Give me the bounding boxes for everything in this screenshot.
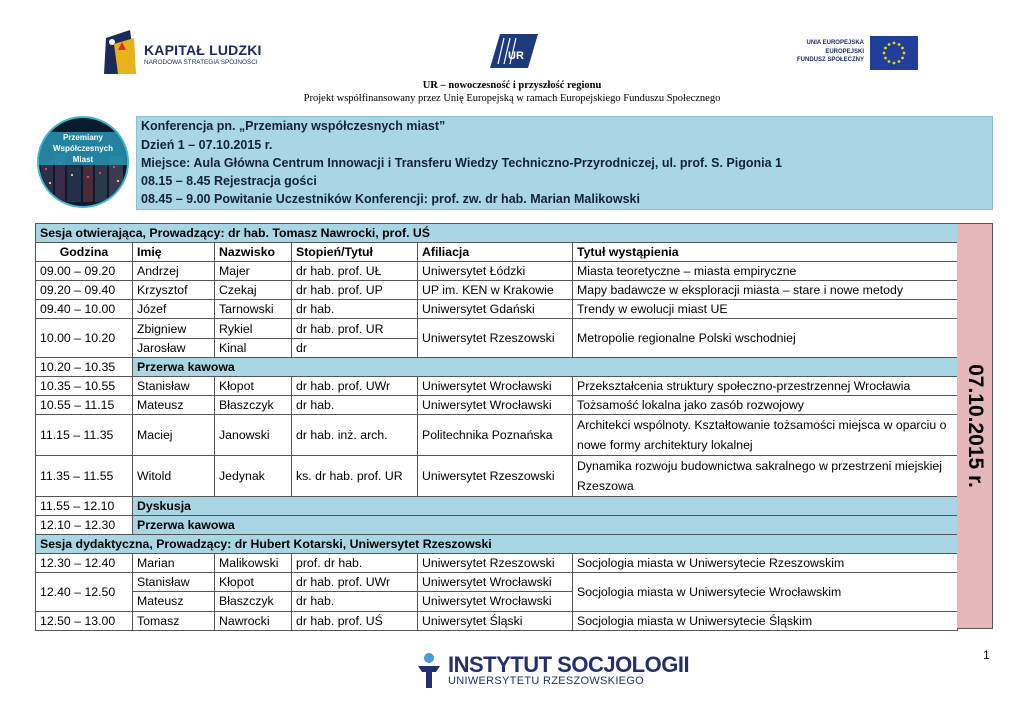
badge-line2: Współczesnych (39, 143, 127, 154)
cell-degree: dr hab. prof. UR (292, 319, 418, 338)
cell-affiliation: Uniwersytet Wrocławski (418, 573, 573, 592)
cell-last-name: Nawrocki (215, 611, 292, 630)
session-opening-title: Sesja otwierająca, Prowadzący: dr hab. Tomasz Nawrocki, prof. UŚ (36, 224, 958, 243)
institute-logo (414, 652, 690, 692)
cell-degree: dr hab. prof. UŚ (292, 611, 418, 630)
page-number: 1 (983, 648, 990, 662)
table-row (36, 611, 958, 630)
date-column (957, 223, 993, 629)
cell-time: 09.00 – 09.20 (36, 262, 133, 281)
cell-last-name: Jedynak (215, 455, 292, 496)
project-subtitle: Projekt współfinansowany przez Unię Europejską w ramach Europejskiego Funduszu Społecznego (303, 93, 721, 104)
break-label: Przerwa kawowa (133, 516, 958, 535)
eu-flag-icon (870, 36, 918, 70)
col-header-last-name: Nazwisko (215, 243, 292, 262)
cell-affiliation: Uniwersytet Rzeszowski (418, 554, 573, 573)
table-row (36, 300, 958, 319)
cell-last-name: Błaszczyk (215, 395, 292, 414)
cell-affiliation: UP im. KEN w Krakowie (418, 281, 573, 300)
col-header-talk-title: Tytuł wystąpienia (573, 243, 958, 262)
cell-first-name: Maciej (133, 414, 215, 455)
cell-affiliation: Uniwersytet Wrocławski (418, 376, 573, 395)
table-row (36, 395, 958, 414)
cell-time: 12.50 – 13.00 (36, 611, 133, 630)
table-row (36, 376, 958, 395)
cell-degree: dr hab. prof. UP (292, 281, 418, 300)
institute-subtitle: UNIWERSYTETU RZESZOWSKIEGO (448, 675, 645, 687)
cell-degree: dr hab. (292, 395, 418, 414)
cell-affiliation: Uniwersytet Łódzki (418, 262, 573, 281)
cell-last-name: Tarnowski (215, 300, 292, 319)
cell-first-name: Mateusz (133, 592, 215, 611)
cell-talk-title: Socjologia miasta w Uniwersytecie Śląskim (573, 611, 958, 630)
break-label: Przerwa kawowa (133, 357, 958, 376)
cell-last-name: Błaszczyk (215, 592, 292, 611)
break-row (36, 357, 958, 376)
cell-first-name: Jarosław (133, 338, 215, 357)
cell-affiliation: Uniwersytet Wrocławski (418, 395, 573, 414)
cell-first-name: Stanisław (133, 376, 215, 395)
kapital-ludzki-logo (100, 28, 260, 78)
cell-last-name: Majer (215, 262, 292, 281)
session-didactic-title: Sesja dydaktyczna, Prowadzący: dr Hubert Kotarski, Uniwersytet Rzeszowski (36, 535, 958, 554)
badge-line3: Miast (39, 154, 127, 165)
cell-talk-title: Trendy w ewolucji miast UE (573, 300, 958, 319)
conference-place: Miejsce: Aula Główna Centrum Innowacji i Transferu Wiedzy Techniczno-Przyrodniczej, ul. prof. S. Pigonia 1 (141, 156, 782, 170)
cell-degree: dr hab. prof. UWr (292, 376, 418, 395)
badge-line1: Przemiany (39, 132, 127, 143)
session-header-row (36, 535, 958, 554)
cell-affiliation: Uniwersytet Wrocławski (418, 592, 573, 611)
cell-affiliation: Uniwersytet Gdański (418, 300, 573, 319)
cell-affiliation: Uniwersytet Rzeszowski (418, 319, 573, 357)
cell-talk-title: Metropolie regionalne Polski wschodniej (573, 319, 958, 357)
cell-talk-title: Socjologia miasta w Uniwersytecie Wrocławskim (573, 573, 958, 611)
cell-time: 09.40 – 10.00 (36, 300, 133, 319)
cell-talk-title: Miasta teoretyczne – miasta empiryczne (573, 262, 958, 281)
cell-first-name: Mateusz (133, 395, 215, 414)
cell-last-name: Malikowski (215, 554, 292, 573)
eu-logo (790, 36, 918, 70)
cell-time: 10.20 – 10.35 (36, 357, 133, 376)
cell-time: 12.40 – 12.50 (36, 573, 133, 611)
institute-title: INSTYTUT SOCJOLOGII (448, 652, 690, 677)
cell-last-name: Kłopot (215, 573, 292, 592)
ur-logo (490, 34, 538, 68)
cell-last-name: Czekaj (215, 281, 292, 300)
cell-degree: ks. dr hab. prof. UR (292, 455, 418, 496)
cell-first-name: Józef (133, 300, 215, 319)
kapital-ludzki-title: KAPITAŁ LUDZKI (144, 42, 262, 58)
cell-time: 10.55 – 11.15 (36, 395, 133, 414)
cell-talk-title: Mapy badawcze w eksploracji miasta – stare i nowe metody (573, 281, 958, 300)
table-row (36, 455, 958, 496)
cell-talk-title: Tożsamość lokalna jako zasób rozwojowy (573, 395, 958, 414)
cell-last-name: Kinal (215, 338, 292, 357)
cell-time: 09.20 – 09.40 (36, 281, 133, 300)
cell-degree: prof. dr hab. (292, 554, 418, 573)
cell-last-name: Rykiel (215, 319, 292, 338)
cell-talk-title: Dynamika rozwoju budownictwa sakralnego w przestrzeni miejskiej Rzeszowa (573, 455, 958, 496)
column-header-row (36, 243, 958, 262)
cell-first-name: Tomasz (133, 611, 215, 630)
cell-talk-title: Przekształcenia struktury społeczno-przestrzennej Wrocławia (573, 376, 958, 395)
kapital-ludzki-subtitle: NARODOWA STRATEGIA SPÓJNOŚCI (144, 59, 258, 66)
session-header-row (36, 224, 958, 243)
cell-degree: dr hab. prof. UŁ (292, 262, 418, 281)
table-row (36, 414, 958, 455)
cell-last-name: Kłopot (215, 376, 292, 395)
eu-line2: EUROPEJSKI (825, 49, 864, 55)
date-label: 07.10.2015 r. (963, 364, 987, 488)
conference-badge (37, 116, 129, 208)
cell-last-name: Janowski (215, 414, 292, 455)
col-header-time: Godzina (36, 243, 133, 262)
eu-line1: UNIA EUROPEJSKA (806, 40, 864, 46)
col-header-first-name: Imię (133, 243, 215, 262)
cell-degree: dr (292, 338, 418, 357)
eu-line3: FUNDUSZ SPOŁECZNY (796, 57, 864, 63)
cell-time: 11.15 – 11.35 (36, 414, 133, 455)
conference-info-box (136, 116, 993, 210)
cell-affiliation: Politechnika Poznańska (418, 414, 573, 455)
cell-first-name: Stanisław (133, 573, 215, 592)
cell-first-name: Witold (133, 455, 215, 496)
cell-first-name: Zbigniew (133, 319, 215, 338)
kapital-ludzki-emblem-icon (100, 28, 140, 78)
person-figure-icon (414, 652, 444, 690)
ur-logo-label: UR (508, 50, 524, 62)
table-row (36, 573, 958, 592)
cell-first-name: Marian (133, 554, 215, 573)
col-header-affiliation: Afiliacja (418, 243, 573, 262)
conference-name: Konferencja pn. „Przemiany współczesnych miast” (141, 119, 446, 133)
cell-time: 10.00 – 10.20 (36, 319, 133, 357)
cell-time: 10.35 – 10.55 (36, 376, 133, 395)
cell-talk-title: Architekci wspólnoty. Kształtowanie tożsamości miejsca w oparciu o nowe formy architektury lokalnej (573, 414, 958, 455)
table-row (36, 262, 958, 281)
discussion-row (36, 496, 958, 515)
cell-first-name: Krzysztof (133, 281, 215, 300)
cell-time: 11.55 – 12.10 (36, 496, 133, 515)
discussion-label: Dyskusja (133, 496, 958, 515)
cell-degree: dr hab. (292, 592, 418, 611)
cell-time: 12.10 – 12.30 (36, 516, 133, 535)
cell-affiliation: Uniwersytet Rzeszowski (418, 455, 573, 496)
cell-affiliation: Uniwersytet Śląski (418, 611, 573, 630)
col-header-degree: Stopień/Tytuł (292, 243, 418, 262)
cell-degree: dr hab. prof. UWr (292, 573, 418, 592)
conference-day: Dzień 1 – 07.10.2015 r. (141, 138, 273, 152)
project-title: UR – nowoczesność i przyszłość regionu (422, 80, 602, 91)
cell-time: 11.35 – 11.55 (36, 455, 133, 496)
cell-degree: dr hab. (292, 300, 418, 319)
table-row (36, 319, 958, 338)
cell-talk-title: Socjologia miasta w Uniwersytecie Rzeszowskim (573, 554, 958, 573)
table-row (36, 554, 958, 573)
cell-degree: dr hab. inż. arch. (292, 414, 418, 455)
welcome-time: 08.45 – 9.00 Powitanie Uczestników Konferencji: prof. zw. dr hab. Marian Malikowski (141, 192, 640, 206)
cell-first-name: Andrzej (133, 262, 215, 281)
break-row (36, 516, 958, 535)
table-row (36, 281, 958, 300)
registration-time: 08.15 – 8.45 Rejestracja gości (141, 174, 317, 188)
schedule-table (35, 223, 958, 631)
cell-time: 12.30 – 12.40 (36, 554, 133, 573)
